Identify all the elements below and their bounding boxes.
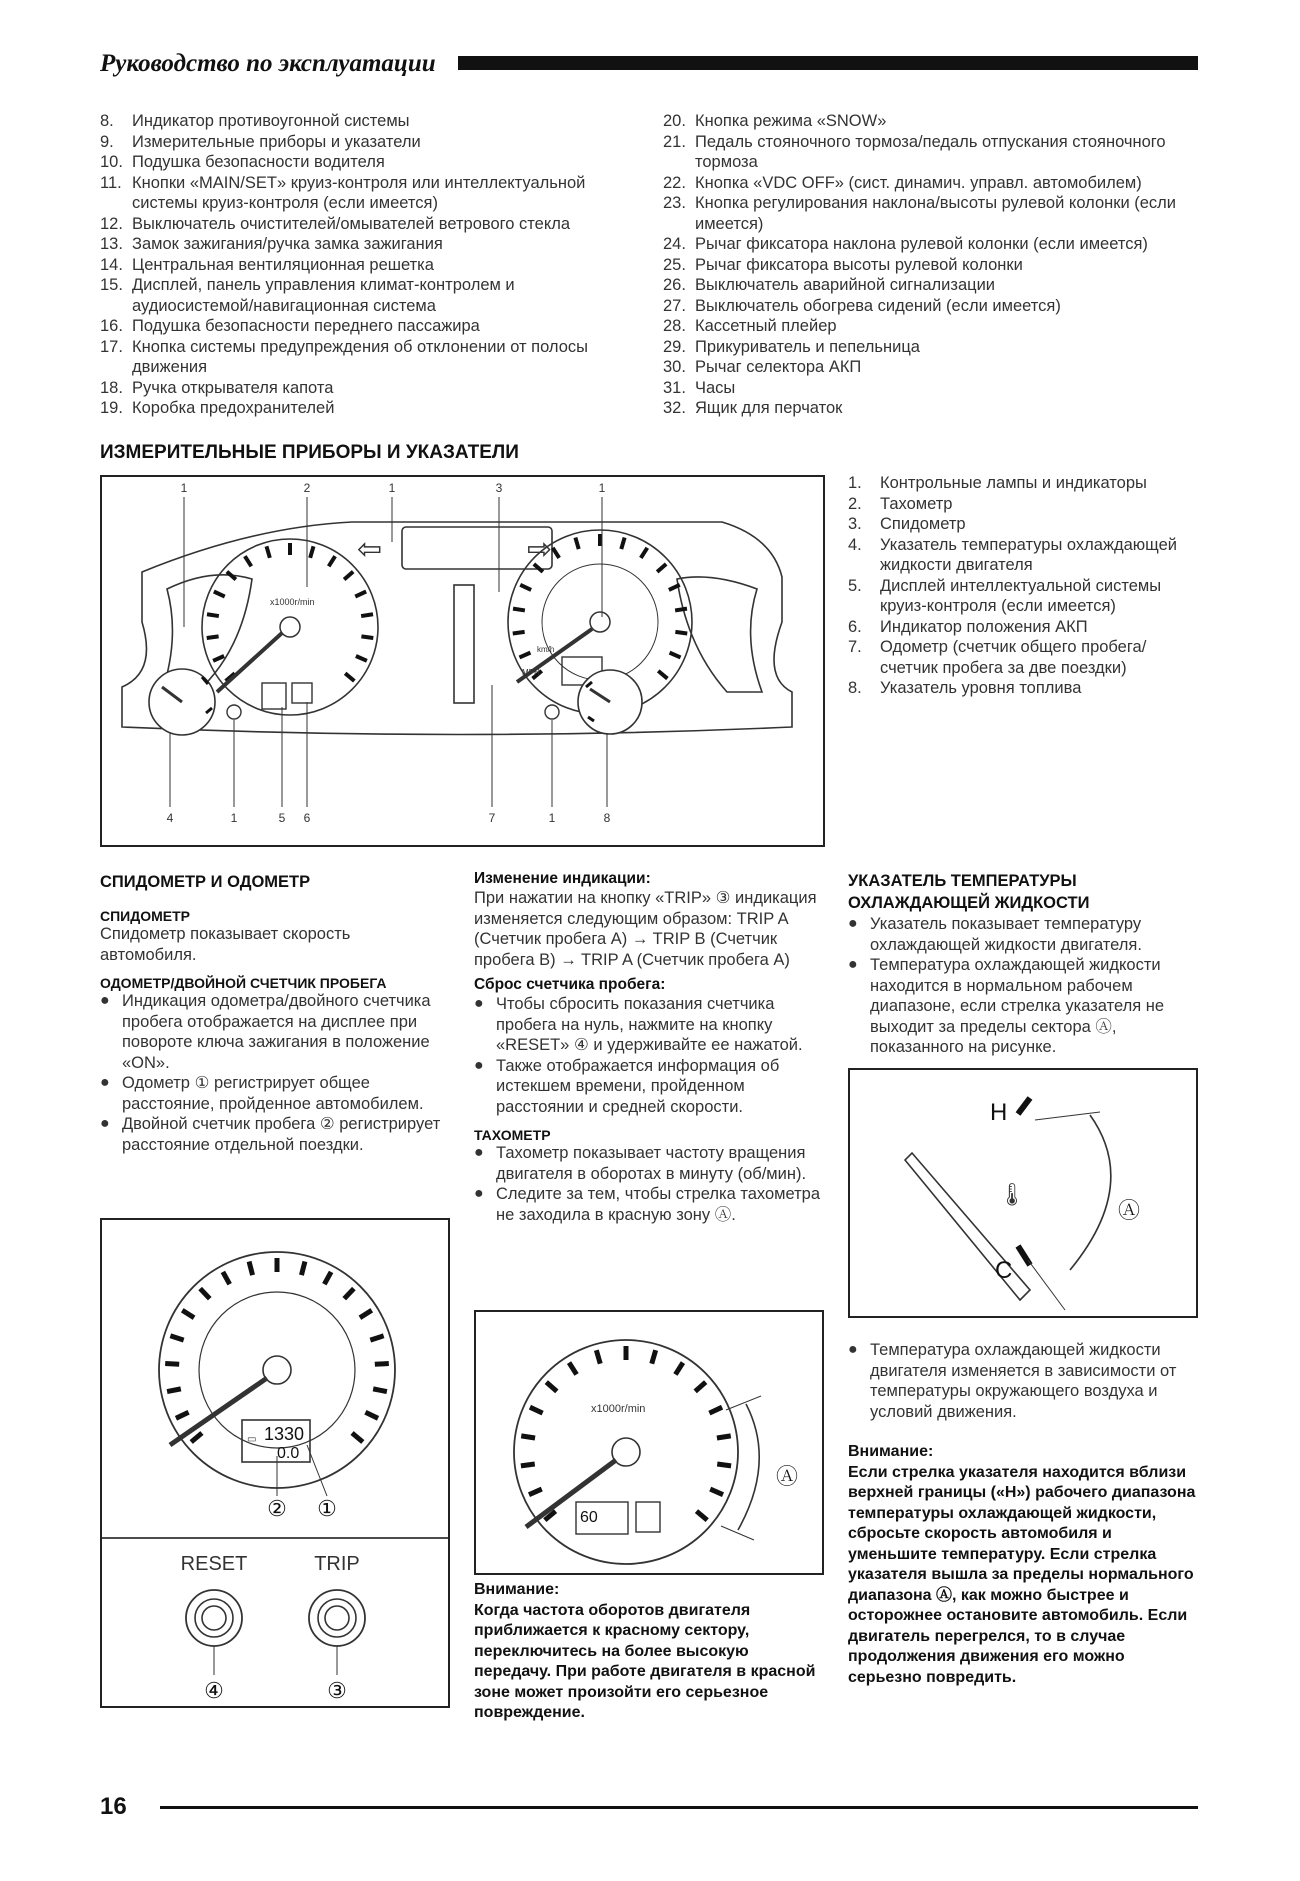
- gauge-tick: [652, 1350, 656, 1363]
- list-item-text: Замок зажигания/ручка замка зажигания: [132, 235, 443, 253]
- list-item-number: 21.: [663, 132, 686, 151]
- gauge-tick: [375, 1363, 389, 1364]
- gauge-tick: [709, 1407, 722, 1413]
- bullet-item: [100, 1073, 450, 1114]
- list-item-text: Дисплей интеллектуальной системы круиз-контроля (если имеется): [880, 576, 1162, 615]
- gauge-tick: [695, 1382, 706, 1391]
- list-item-text: Выключатель аварийной сигнализации: [695, 276, 996, 294]
- list-item-text: Кнопка регулирования наклона/высоты рулевой колонки (если имеется): [695, 194, 1177, 233]
- list-item-text: Кнопка «VDC OFF» (сист. динамич. управл. автомобилем): [695, 173, 1142, 192]
- list-item: [100, 337, 635, 378]
- list-item-text: Кассетный плейер: [695, 317, 837, 335]
- gauge-tick: [191, 1433, 202, 1442]
- page-number: 16: [100, 1793, 127, 1820]
- list-item-number: 20.: [663, 112, 686, 130]
- gauge-tick: [519, 653, 530, 658]
- coolant-h-label: H: [990, 1099, 1008, 1126]
- bullet-text: Тахометр показывает частоту вращения двигателя в оборотах в минуту (об/мин).: [496, 1144, 807, 1183]
- gauge-tick: [520, 585, 531, 590]
- gauge-tick: [361, 614, 373, 616]
- bullet-text: Также отображается информация об истекшем времени, пройденном расстоянии и средней скорости.: [496, 1056, 780, 1116]
- bullet-text: Чтобы сбросить показания счетчика пробега на нуль, нажмите на кнопку «RESET» ④ и удерживайте ее нажатой.: [496, 995, 803, 1054]
- bullet-item: [100, 991, 450, 1073]
- callout-bottom-2: 1: [230, 811, 238, 825]
- list-item: [663, 357, 1200, 378]
- list-item-number: 8.: [848, 679, 862, 697]
- list-item-number: 27.: [663, 296, 686, 315]
- list-item-number: 28.: [663, 317, 686, 335]
- bullet-text: Двойной счетчик пробега ② регистрирует расстояние отдельной поездки.: [122, 1115, 441, 1154]
- list-item-text: Указатель температуры охлаждающей жидкости двигателя: [880, 535, 1177, 574]
- list-item-number: 29.: [663, 337, 686, 356]
- list-item-number: 5.: [848, 576, 862, 595]
- col2-p1: При нажатии на кнопку «TRIP» ③ индикация изменяется следующим образом: TRIP A (Счетчик пробега A) → TRIP B (Счетчик пробега B) → TRIP A (Счетчик пробега A): [474, 889, 817, 969]
- callout-bottom-5: 7: [488, 811, 496, 825]
- list-item-number: 15.: [100, 276, 123, 294]
- callout-bottom-3: 5: [278, 811, 286, 825]
- list-item-text: Часы: [695, 378, 736, 397]
- speed-unit-label: km/h: [537, 645, 555, 654]
- list-item: [848, 637, 1198, 678]
- fuel-gauge: [578, 670, 642, 734]
- list-item-text: Выключатель очистителей/омывателей ветрового стекла: [132, 214, 571, 233]
- bullet-item: [848, 1340, 1198, 1422]
- gauge-tick: [529, 1489, 542, 1495]
- gauge-tick: [575, 538, 578, 550]
- speed-unit2-label: MPH: [522, 668, 540, 677]
- footer-rule: [160, 1806, 1198, 1809]
- list-item-number: 19.: [100, 399, 123, 417]
- bullet-dot-icon: ●: [474, 1185, 484, 1202]
- bullet-item: [474, 1184, 824, 1225]
- gauge-tick: [717, 1436, 731, 1438]
- list-item: [100, 152, 635, 173]
- bullet-dot-icon: ●: [100, 1115, 110, 1132]
- tachometer-gauge: [202, 539, 378, 715]
- callout-bottom-1: 4: [166, 811, 174, 825]
- bullet-dot-icon: ●: [848, 1341, 858, 1358]
- col1-bullets: [100, 991, 450, 1155]
- col3-title: УКАЗАТЕЛЬ ТЕМПЕРАТУРЫ ОХЛАЖДАЮЩЕЙ ЖИДКОСТИ: [848, 872, 1090, 912]
- reset-button-drawing: [186, 1590, 242, 1646]
- callout-bottom-4: 6: [303, 811, 311, 825]
- tripmeter-reading: 0.0: [277, 1445, 300, 1462]
- col2-bullets2: [474, 1143, 824, 1225]
- list-item-text: Индикатор противоугонной системы: [132, 112, 410, 130]
- list-item-text: Кнопка режима «SNOW»: [695, 112, 887, 130]
- col2-sub2: Сброс счетчика пробега:: [474, 976, 666, 993]
- list-item-text: Педаль стояночного тормоза/педаль отпускания стояночного тормоза: [695, 132, 1166, 171]
- list-item-number: 16.: [100, 317, 123, 335]
- gauge-tick: [696, 1511, 707, 1520]
- gauge-tick: [170, 1336, 183, 1340]
- gauge-tick: [675, 632, 687, 634]
- gauge-tick: [361, 636, 373, 638]
- list-item-text: Ящик для перчаток: [695, 399, 843, 417]
- list-item: [663, 234, 1200, 255]
- arrow-left-icon: ⇦: [357, 533, 383, 566]
- gauge-tick: [352, 1433, 363, 1442]
- gauge-tick: [223, 1272, 230, 1284]
- center-divider: [454, 585, 474, 703]
- list-item-number: 8.: [100, 112, 114, 130]
- gauge-tick: [249, 1262, 252, 1276]
- list-item: [848, 494, 1198, 515]
- bullet-text: Температура охлаждающей жидкости находится в нормальном рабочем диапазоне, если стрелка указателя не выходит за пределы сектора Ⓐ, показанного на рисунке.: [870, 956, 1165, 1056]
- col3-warn-text: Если стрелка указателя находится вблизи верхней границы («H») рабочего диапазона температуры охлаждающей жидкости, сбросьте скорость автомобиля и уменьшите температуру. Если стрелка указателя вышла за пределы нормального диапазона Ⓐ, как можно быстрее и осторожнее остановите автомобиль. Если двигатель перегрелся, то в случае продолжения движения его можно серьезно повредить.: [848, 1463, 1196, 1686]
- list-item-number: 26.: [663, 276, 686, 294]
- tach2-unit: x1000r/min: [591, 1403, 646, 1415]
- list-item-text: Прикуриватель и пепельница: [695, 337, 920, 356]
- arrow-right-icon: ⇨: [527, 533, 553, 566]
- gauge-tick: [182, 1310, 194, 1317]
- list-item-text: Рычаг фиксатора высоты рулевой колонки: [695, 255, 1023, 274]
- list-item-text: Рычаг селектора АКП: [695, 358, 862, 376]
- list-item-text: Подушка безопасности водителя: [132, 153, 385, 171]
- gauge-tick: [310, 546, 313, 558]
- list-item-text: Индикатор положения АКП: [880, 617, 1088, 636]
- list-item: [663, 337, 1200, 358]
- coolant-temp-icon: 🌡: [998, 1182, 1026, 1207]
- callout-top-2: 2: [303, 481, 311, 495]
- col3-lower: [848, 1340, 1198, 1688]
- gauge-tick: [370, 1336, 383, 1340]
- odometer-figure: [100, 1218, 450, 1708]
- gauge-tick: [657, 564, 666, 572]
- bullet-dot-icon: ●: [474, 1056, 484, 1074]
- trip-button-drawing: [309, 1590, 365, 1646]
- list-item-text: Центральная вентиляционная решетка: [132, 255, 434, 274]
- col2-bullets1: [474, 994, 824, 1117]
- list-item: [848, 678, 1198, 699]
- bullet-item: [474, 1056, 824, 1118]
- gauge-tick: [213, 656, 224, 661]
- col1-sub1: СПИДОМЕТР: [100, 908, 190, 924]
- gauge-tick: [546, 1382, 557, 1391]
- callout-top-3: 1: [388, 481, 396, 495]
- gauge-tick: [513, 632, 525, 634]
- col1-sub2: ОДОМЕТР/ДВОЙНОЙ СЧЕТЧИК ПРОБЕГА: [100, 975, 387, 991]
- list-item: [100, 132, 635, 153]
- bullet-dot-icon: ●: [474, 995, 484, 1012]
- list-item-number: 22.: [663, 173, 686, 192]
- list-item-number: 3.: [848, 515, 862, 533]
- list-item-number: 2.: [848, 494, 862, 513]
- trip-label: TRIP: [314, 1553, 360, 1575]
- col3-bullets1: [848, 914, 1198, 1058]
- col2-warn-title: Внимание:: [474, 1581, 560, 1598]
- col3-bullets2: [848, 1340, 1198, 1422]
- gauge-tick: [641, 548, 647, 558]
- gauge-tick: [344, 572, 353, 580]
- gauge-tick: [596, 1350, 600, 1363]
- bullet-item: [848, 914, 1198, 955]
- bullet-item: [100, 1114, 450, 1155]
- list-item: [663, 398, 1200, 419]
- gauge-tick: [621, 538, 624, 550]
- list-item-number: 17.: [100, 337, 123, 356]
- list-item-number: 4.: [848, 535, 862, 554]
- coolant-figure: [848, 1068, 1198, 1318]
- bullet-item: [474, 1143, 824, 1184]
- gauge-tick: [365, 1412, 378, 1418]
- gauge-tick: [553, 548, 559, 558]
- list-item: [100, 111, 635, 132]
- list-item-text: Контрольные лампы и индикаторы: [880, 474, 1147, 492]
- gauge-tick: [513, 609, 525, 611]
- callout-top-5: 1: [598, 481, 606, 495]
- list-item-text: Кнопка системы предупреждения об отклонении от полосы движения: [132, 337, 589, 376]
- list-item: [663, 173, 1200, 194]
- gauge-tick: [344, 1289, 354, 1299]
- coolant-c-label: C: [995, 1257, 1013, 1284]
- list-item: [100, 255, 635, 276]
- list-item-number: 32.: [663, 399, 686, 417]
- column-2: [474, 870, 824, 1225]
- parts-list-right: [663, 111, 1200, 419]
- column-3: [848, 870, 1198, 1058]
- gauge-tick: [373, 1389, 387, 1392]
- list-item-text: Кнопки «MAIN/SET» круиз-контроля или интеллектуальной системы круиз-контроля (если имеется): [132, 173, 586, 212]
- list-item-text: Коробка предохранителей: [132, 399, 335, 417]
- header-rule: [458, 56, 1198, 70]
- gauge-tick: [521, 1436, 535, 1438]
- callout-4: ④: [204, 1678, 224, 1703]
- gauge-tick: [530, 1407, 543, 1413]
- bullet-dot-icon: ●: [848, 915, 858, 932]
- bullet-dot-icon: ●: [474, 1144, 484, 1161]
- list-item: [663, 111, 1200, 132]
- list-item: [100, 275, 635, 316]
- bullet-text: Индикация одометра/двойного счетчика пробега отображается на дисплее при повороте ключа зажигания в положение «ON».: [122, 992, 431, 1072]
- gauge-tick: [658, 671, 667, 679]
- gauge-tick: [670, 653, 681, 658]
- bullet-text: Следите за тем, чтобы стрелка тахометра не заходила в красную зону Ⓐ.: [496, 1185, 821, 1224]
- gauge-tick: [675, 1363, 683, 1375]
- list-item-number: 7.: [848, 638, 862, 656]
- col1-p1: Спидометр показывает скорость автомобиля.: [100, 925, 351, 964]
- callout-1: ①: [317, 1496, 337, 1521]
- list-item-text: Подушка безопасности переднего пассажира: [132, 317, 480, 335]
- list-item-text: Измерительные приборы и указатели: [132, 132, 421, 151]
- gauge-tick: [207, 614, 219, 616]
- list-item: [100, 378, 635, 399]
- gauge-tick: [245, 556, 251, 566]
- col2-sub1: Изменение индикации:: [474, 870, 651, 887]
- callout-bottom-6: 1: [548, 811, 556, 825]
- list-item-number: 14.: [100, 255, 123, 274]
- list-item: [848, 535, 1198, 576]
- list-item: [663, 296, 1200, 317]
- gauge-tick: [266, 546, 269, 558]
- list-item-text: Дисплей, панель управления климат-контролем и аудиосистемой/навигационная система: [132, 276, 515, 315]
- list-item-number: 31.: [663, 378, 686, 397]
- bullet-dot-icon: ●: [848, 956, 858, 973]
- gauge-tick: [214, 592, 225, 597]
- list-item-text: Рычаг фиксатора наклона рулевой колонки (если имеется): [695, 235, 1148, 253]
- tach2-display: 60: [580, 1509, 598, 1526]
- list-item-number: 23.: [663, 194, 686, 212]
- list-item: [848, 617, 1198, 638]
- svg-text:▭: ▭: [247, 1434, 257, 1445]
- col2-warn-text: Когда частота оборотов двигателя приближается к красному сектору, переключитесь на более высокую передачу. При работе двигателя в красной зоне может произойти его серьезное повреждение.: [474, 1601, 816, 1721]
- list-item: [848, 473, 1198, 494]
- callout-3: ③: [327, 1678, 347, 1703]
- callout-top-4: 3: [495, 481, 503, 495]
- list-item-number: 30.: [663, 358, 686, 376]
- list-item: [663, 255, 1200, 276]
- coolant-drawing: [850, 1070, 1196, 1316]
- list-item-number: 18.: [100, 378, 123, 397]
- list-item: [663, 193, 1200, 234]
- list-item-number: 13.: [100, 235, 123, 253]
- bullet-text: Одометр ① регистрирует общее расстояние, пройденное автомобилем.: [122, 1074, 424, 1113]
- list-item: [100, 214, 635, 235]
- col2-warning: [474, 1580, 824, 1724]
- list-item: [663, 378, 1200, 399]
- gauge-tick: [329, 556, 335, 566]
- col3-warn-title: Внимание:: [848, 1443, 934, 1460]
- list-item-text: Тахометр: [880, 494, 953, 513]
- gauge-tick: [355, 592, 366, 597]
- coolant-temp-gauge: [149, 669, 215, 735]
- list-item-number: 1.: [848, 474, 862, 492]
- list-item-number: 11.: [100, 173, 122, 192]
- gauge-tick: [710, 1489, 723, 1495]
- list-item-text: Спидометр: [880, 515, 966, 533]
- callout-top-1: 1: [180, 481, 188, 495]
- list-item-text: Одометр (счетчик общего пробега/счетчик пробега за две поездки): [880, 638, 1147, 677]
- list-item-text: Ручка открывателя капота: [132, 378, 334, 397]
- column-1: [100, 873, 450, 1155]
- callout-bottom-7: 8: [603, 811, 611, 825]
- cluster-drawing: [102, 477, 823, 845]
- list-item: [100, 234, 635, 255]
- odometer-drawing: [102, 1220, 448, 1706]
- bullet-item: [848, 955, 1198, 1058]
- bullet-text: Температура охлаждающей жидкости двигателя изменяется в зависимости от температуры окружающего воздуха и условий движения.: [870, 1341, 1177, 1421]
- bullet-dot-icon: ●: [100, 1074, 110, 1091]
- cluster-legend: [848, 473, 1198, 699]
- header-title: Руководство по эксплуатации: [100, 50, 436, 77]
- list-item: [663, 316, 1200, 337]
- gauge-tick: [301, 1262, 304, 1276]
- gauge-tick: [356, 656, 367, 661]
- gauge-tick: [200, 1289, 210, 1299]
- list-item: [100, 398, 635, 419]
- gauge-tick: [207, 636, 219, 638]
- gauge-tick: [521, 1464, 535, 1466]
- odometer-reading: 1330: [264, 1424, 305, 1444]
- list-item-number: 24.: [663, 235, 686, 253]
- coolant-range-callout: Ⓐ: [1118, 1198, 1141, 1223]
- list-item: [848, 576, 1198, 617]
- list-item-text: Указатель уровня топлива: [880, 679, 1082, 697]
- list-item-number: 12.: [100, 214, 123, 233]
- list-item: [848, 514, 1198, 535]
- tach-red-zone-callout: Ⓐ: [776, 1464, 799, 1489]
- col2-sub3: ТАХОМЕТР: [474, 1127, 551, 1143]
- list-item-number: 6.: [848, 617, 862, 636]
- gauge-tick: [717, 1464, 731, 1466]
- reset-label: RESET: [180, 1553, 248, 1575]
- list-item: [100, 316, 635, 337]
- list-item-number: 9.: [100, 132, 114, 151]
- tach-unit-label: x1000r/min: [270, 597, 315, 607]
- gauge-tick: [176, 1412, 189, 1418]
- bullet-item: [474, 994, 824, 1056]
- gauge-tick: [167, 1389, 181, 1392]
- gauge-tick: [165, 1363, 179, 1364]
- tachometer-drawing: [476, 1312, 822, 1573]
- gauge-tick: [345, 673, 354, 681]
- list-item-number: 10.: [100, 153, 123, 171]
- section-title: ИЗМЕРИТЕЛЬНЫЕ ПРИБОРЫ И УКАЗАТЕЛИ: [100, 442, 519, 463]
- gauge-tick: [360, 1310, 372, 1317]
- tachometer-figure: [474, 1310, 824, 1575]
- gauge-tick: [324, 1272, 331, 1284]
- bullet-dot-icon: ●: [100, 992, 110, 1009]
- right-warning-panel: [677, 577, 762, 692]
- instrument-cluster-figure: [100, 475, 825, 847]
- callout-2: ②: [267, 1496, 287, 1521]
- list-item-text: Выключатель обогрева сидений (если имеется): [695, 296, 1061, 315]
- parts-list-left: [100, 111, 635, 419]
- col1-title: СПИДОМЕТР И ОДОМЕТР: [100, 873, 311, 891]
- gauge-tick: [569, 1363, 577, 1375]
- list-item: [663, 132, 1200, 173]
- gauge-tick: [675, 609, 687, 611]
- list-item-number: 25.: [663, 255, 686, 274]
- list-item: [663, 275, 1200, 296]
- list-item: [100, 173, 635, 214]
- bullet-text: Указатель показывает температуру охлаждающей жидкости двигателя.: [870, 915, 1142, 954]
